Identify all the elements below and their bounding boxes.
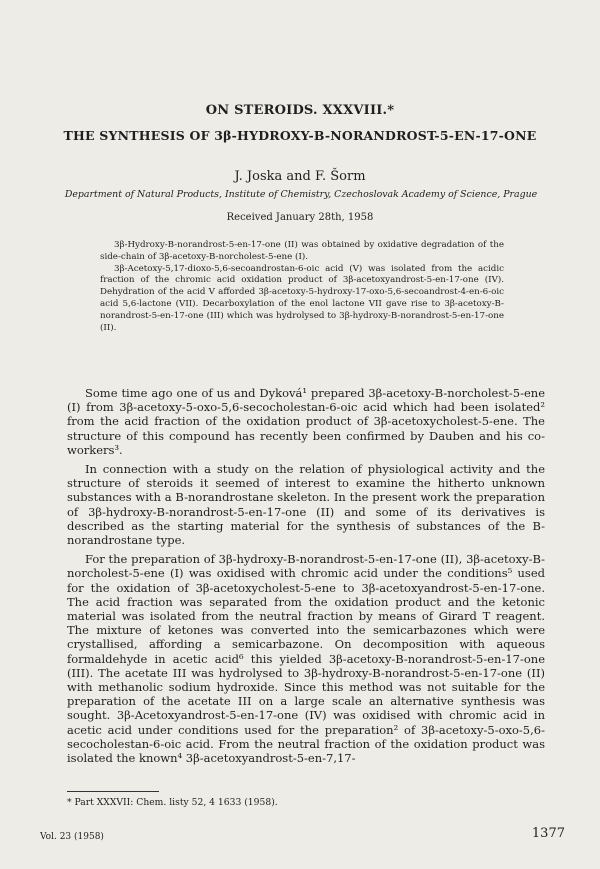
affiliation: Department of Natural Products, Institute of Chemistry, Czechoslovak Academy of Science, Prague [64,189,538,200]
body-text [67,386,545,770]
abstract-paragraph: 3β-Hydroxy-B-norandrost-5-en-17-one (II) was obtained by oxidative degradation of the side-chain of 3β-acetoxy-B-norcholest-5-ene (I). [100,240,504,262]
authors: J. Joska and F. Šorm [234,169,366,184]
abstract [100,240,504,334]
body-paragraph: For the preparation of 3β-hydroxy-B-norandrost-5-en-17-one (II), 3β-acetoxy-B-norcholest-5-ene (I) was oxidised with chromic acid under the conditions⁵ used for the oxidation of 3β-acetoxycholest-5-ene to 3β-acetoxyandrost-5-en-17-one. The acid fraction was separated from the oxidation product and the ketonic material was isolated from the neutral fraction by means of Girard T reagent. The mixture of ketones was converted into the semicarbazones which were crystallised, affording a semicarbazone. On decomposition with aqueous formaldehyde in acetic acid⁶ this yielded 3β-acetoxy-B-norandrost-5-en-17-one (III). The acetate III was hydrolysed to 3β-hydroxy-B-norandrost-5-en-17-one (II) with methanolic sodium hydroxide. Since this method was not suitable for the preparation of the acetate III on a large scale an alternative synthesis was sought. 3β-Acetoxyandrost-5-en-17-one (IV) was oxidised with chromic acid in acetic acid under conditions used for the preparation² of 3β-acetoxy-5-oxo-5,6-secocholestan-6-oic acid. From the neutral fraction of the oxidation product was isolated the known⁴ 3β-acetoxyandrost-5-en-7,17- [67,552,545,766]
abstract-paragraph: 3β-Acetoxy-5,17-dioxo-5,6-secoandrostan-6-oic acid (V) was isolated from the acidic fraction of the chromic acid oxidation product of 3β-acetoxyandrost-5-en-17-one (IV). Dehydration of the acid V afforded 3β-acetoxy-5-hydroxy-17-oxo-5,6-secoandrost-4-en-6-oic acid 5,6-lactone (VII). Decarboxylation of the enol lactone VII gave rise to 3β-acetoxy-B-norandrost-5-en-17-one (III) which was hydrolysed to 3β-hydroxy-B-norandrost-5-en-17-one (II). [100,263,504,333]
footnote-divider [67,791,159,792]
body-paragraph: In connection with a study on the relation of physiological activity and the structure of steroids it seemed of interest to examine the hitherto unknown substances with a B-norandrostane skeleton. In the present work the preparation of 3β-hydroxy-B-norandrost-5-en-17-one (II) and some of its derivatives is described as the starting material for the synthesis of substances of the B-norandrostane type. [67,462,545,548]
received-date: Received January 28th, 1958 [226,212,374,223]
series-title: ON STEROIDS. XXXVIII.* [205,103,395,118]
body-paragraph: Some time ago one of us and Dyková¹ prepared 3β-acetoxy-B-norcholest-5-ene (I) from 3β-acetoxy-5-oxo-5,6-secocholestan-6-oic acid which had been isolated² from the acid fraction of the oxidation product of 3β-acetoxycholest-5-ene. The structure of this compound has recently been confirmed by Dauben and his co-workers³. [67,386,545,457]
volume-info: Vol. 23 (1958) [40,832,104,842]
article-title: THE SYNTHESIS OF 3β-HYDROXY-B-NORANDROST-5-EN-17-ONE [63,128,537,143]
page-number: 1377 [531,826,565,841]
footnote: * Part XXXVII: Chem. listy 52, 4 1633 (1958). [67,797,278,808]
